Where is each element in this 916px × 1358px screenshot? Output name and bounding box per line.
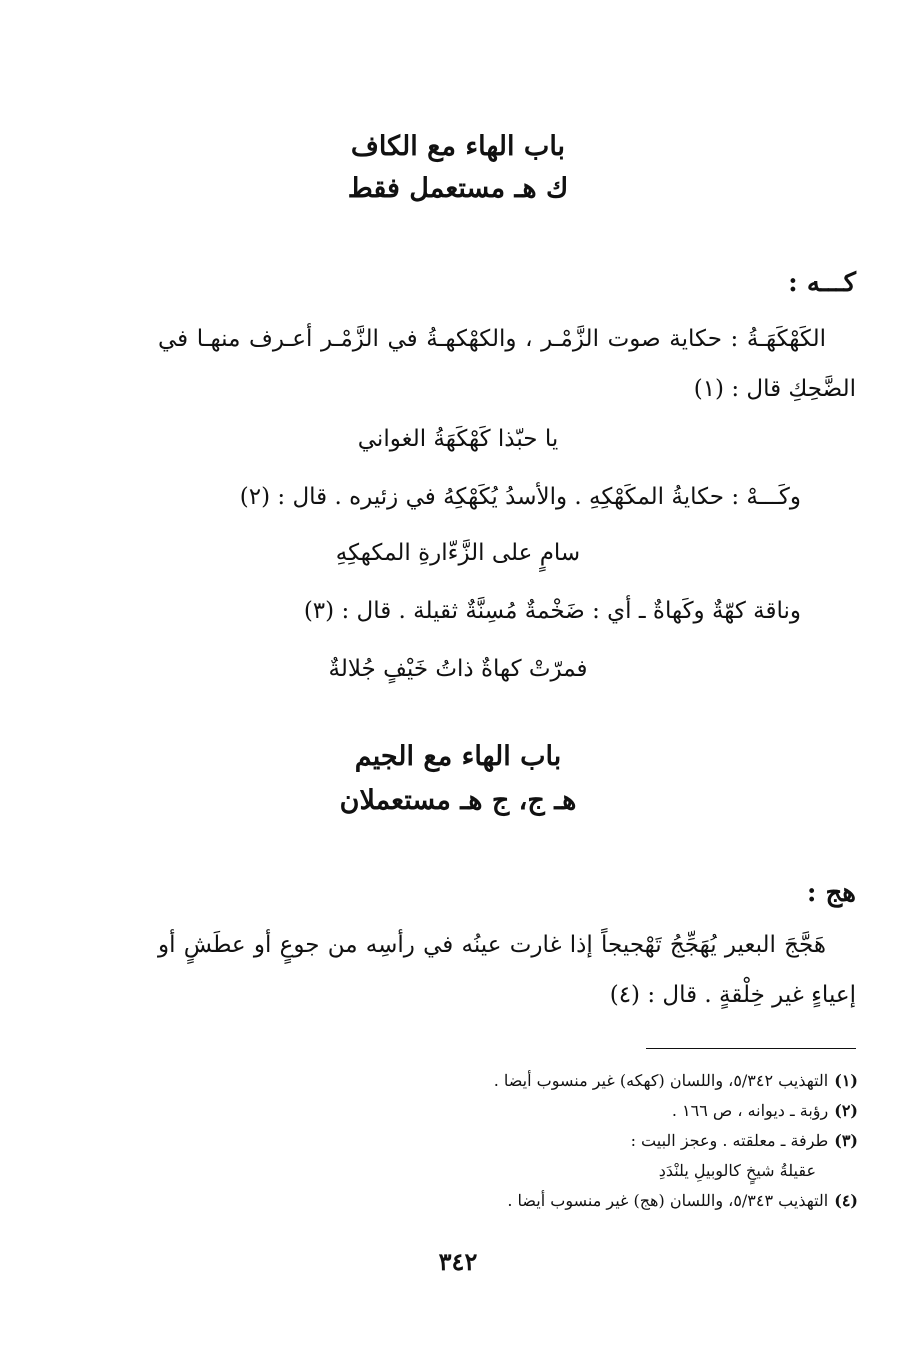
verse-quote-1: يا حبّذا كَهْكَهَةُ الغواني (357, 426, 559, 452)
footnote-text: طرفة ـ معلقته . وعجز البيت : (630, 1131, 829, 1150)
page-number: ٣٤٢ (438, 1247, 478, 1276)
footnote-number: (١) (834, 1071, 858, 1090)
footnote-separator (646, 1048, 856, 1049)
footnote-2 (672, 1100, 858, 1122)
footnote-text: التهذيب ٥/٣٤٢، واللسان (كهكه) غير منسوب أيضا . (493, 1071, 829, 1090)
entry-heading-kah: كـــه : (788, 268, 856, 298)
section-title-ha-kaf: باب الهاء مع الكاف (350, 131, 566, 162)
entry-paragraph-hajjaja: هَجَّجَ البعير يُهَجِّجُ تَهْجيجاً إذا غارت عينُه في رأسِه من جوعٍ أو عطَشٍ أو إعياءٍ غير خِلْقةٍ . قال : (٤) (158, 932, 856, 1008)
entry-heading-hj: هج : (806, 878, 856, 908)
footnote-4 (507, 1190, 858, 1212)
verse-quote-3: فمرّتْ كهاةٌ ذاتُ خَيْفٍ جُلالةٌ (328, 656, 588, 682)
entry-line-kah: وكَـــهْ : حكايةُ المكَهْكِهِ . والأسدُ يُكَهْكِهُ في زئيره . قال : (٢) (239, 484, 801, 510)
footnote-text: رؤبة ـ ديوانه ، ص ١٦٦ . (671, 1101, 829, 1120)
footnote-3-verse: عقيلةُ شيخٍ كالوبيلِ يلنْدَدِ (658, 1161, 816, 1180)
entry-paragraph-kahkaha: الكَهْكَهَـةُ : حكاية صوت الزَّمْـر ، والكهْكهـةُ في الزَّمْـر أعـرف منهـا في الضَّحِكِ قال : (١) (158, 326, 856, 402)
footnote-number: (٢) (834, 1101, 858, 1120)
verse-quote-2: سامٍ على الزَّءّارةِ المكهكِهِ (335, 540, 581, 566)
section-subtitle-ha-kaf: ك هـ مستعمل فقط (347, 173, 569, 204)
footnote-text: التهذيب ٥/٣٤٣، واللسان (هج) غير منسوب أيضا . (507, 1191, 829, 1210)
footnote-number: (٤) (834, 1191, 858, 1210)
entry-line-kahha: وناقة كهّةٌ وكَهاةٌ ـ أي : ضَخْمةٌ مُسِنَّةٌ ثقيلة . قال : (٣) (303, 598, 801, 624)
footnote-number: (٣) (834, 1131, 858, 1150)
section-title-ha-jim: باب الهاء مع الجيم (354, 741, 562, 772)
footnote-1 (494, 1070, 858, 1092)
section-subtitle-ha-jim: هـ ج، ج هـ مستعملان (339, 785, 577, 816)
footnote-3 (631, 1130, 858, 1152)
